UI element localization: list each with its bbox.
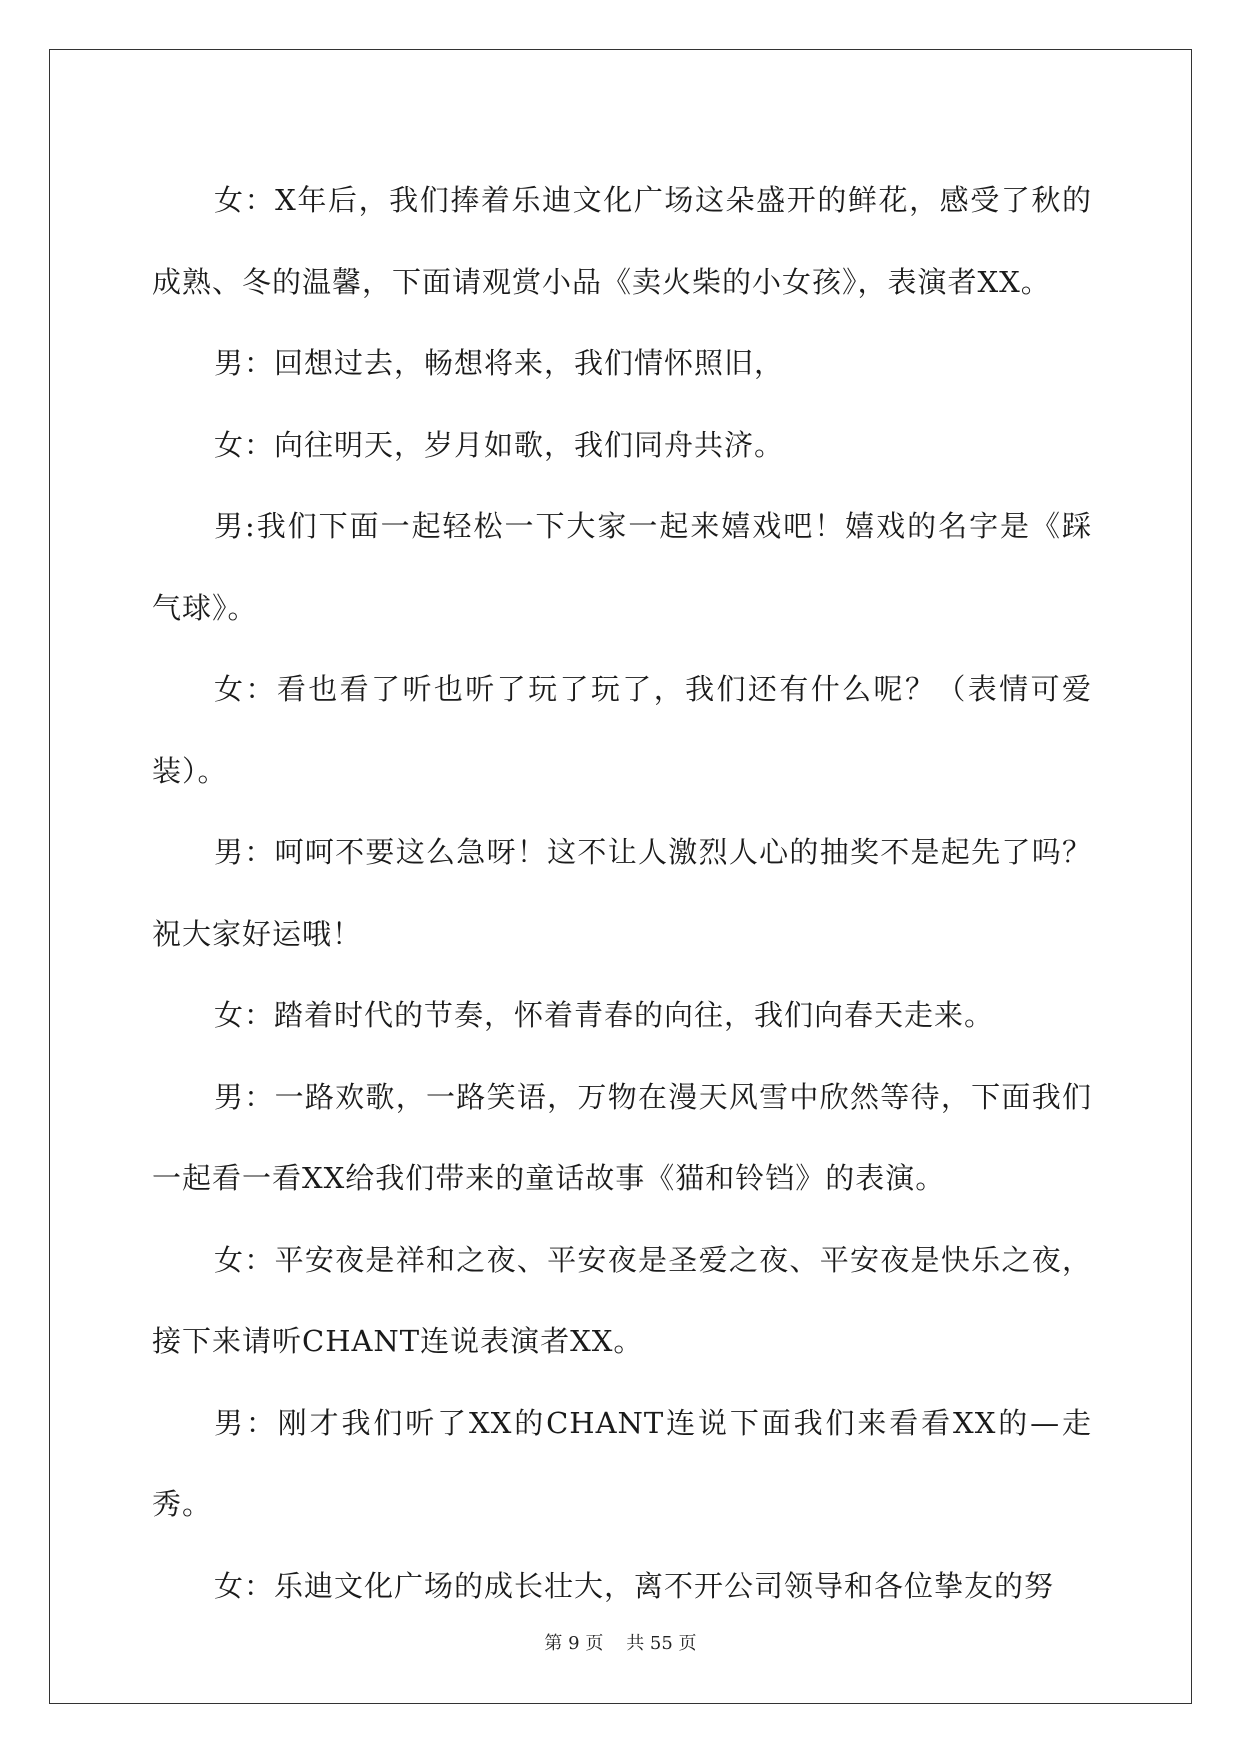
paragraph: 男：呵呵不要这么急呀！这不让人激烈人心的抽奖不是起先了吗？祝大家好运哦！: [152, 835, 1092, 951]
paragraph: 女：踏着时代的节奏，怀着青春的向往，我们向春天走来。: [214, 998, 995, 1032]
document-body: [152, 160, 1092, 1627]
paragraph: 女：看也看了听也听了玩了玩了，我们还有什么呢？（表情可爱装）。: [152, 672, 1092, 788]
paragraph: 男：一路欢歌，一路笑语，万物在漫天风雪中欣然等待，下面我们一起看一看XX给我们带来的童话故事《猫和铃铛》的表演。: [152, 1079, 1092, 1195]
page-number-footer: 第 9 页 共 55 页: [544, 1633, 697, 1654]
paragraph: 男：回想过去，畅想将来，我们情怀照旧，: [214, 346, 785, 380]
paragraph: 男：刚才我们听了XX的CHANT连说下面我们来看看XX的—走秀。: [152, 1405, 1092, 1521]
paragraph: 女：向往明天，岁月如歌，我们同舟共济。: [214, 427, 785, 462]
paragraph: 女：乐迪文化广场的成长壮大，离不开公司领导和各位挚友的努: [214, 1568, 1055, 1603]
paragraph: 女：平安夜是祥和之夜、平安夜是圣爱之夜、平安夜是快乐之夜，接下来请听CHANT连说表演者XX。: [152, 1242, 1092, 1358]
paragraph: 男:我们下面一起轻松一下大家一起来嬉戏吧！嬉戏的名字是《踩气球》。: [152, 509, 1092, 625]
paragraph: 女：X年后，我们捧着乐迪文化广场这朵盛开的鲜花，感受了秋的成熟、冬的温馨，下面请观赏小品《卖火柴的小女孩》，表演者XX。: [152, 183, 1092, 299]
